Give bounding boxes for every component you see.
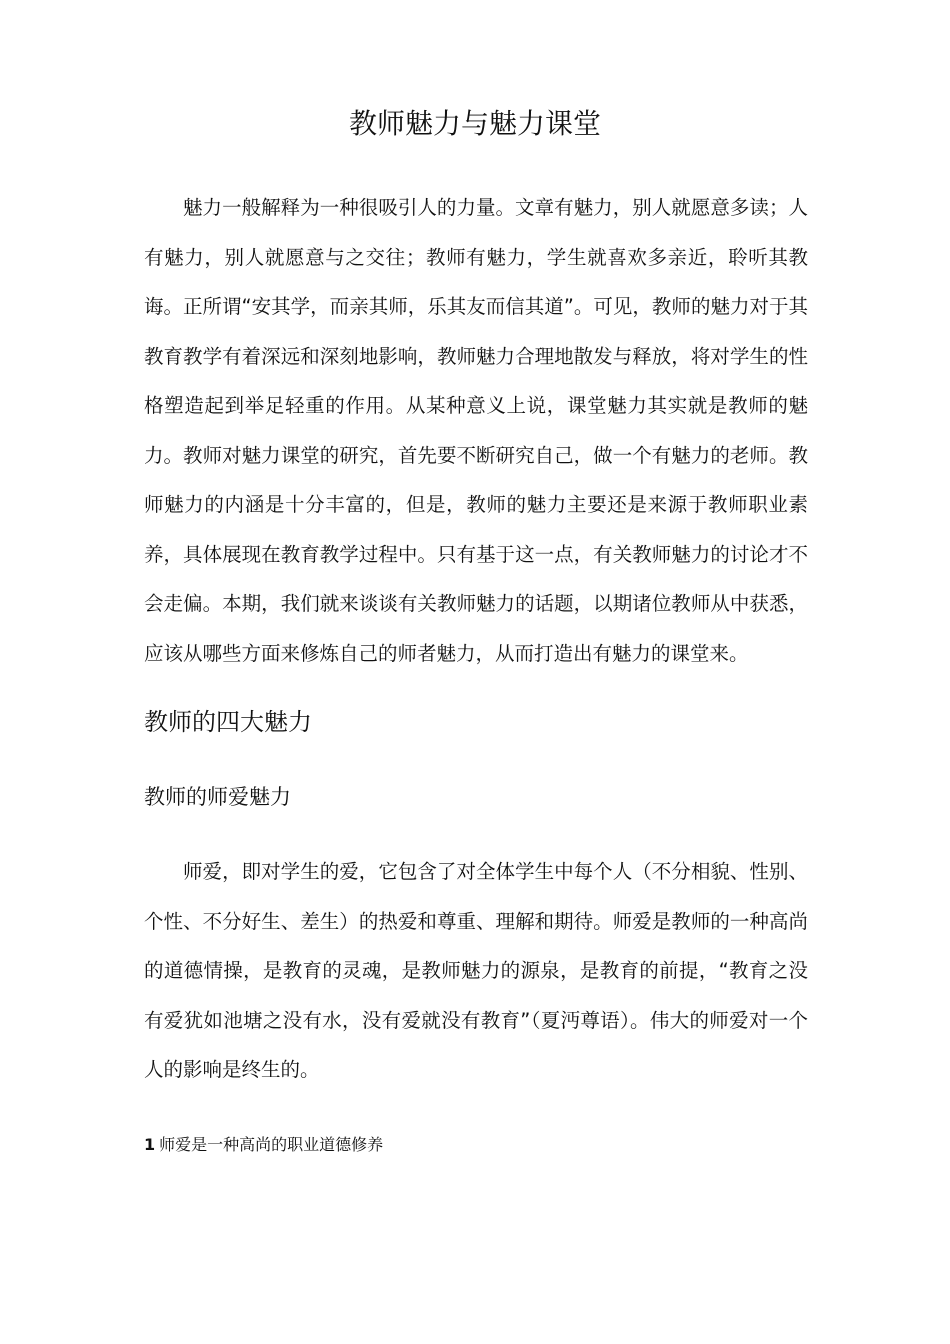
item-text: 师爱是一种高尚的职业道德修养 bbox=[159, 1135, 384, 1154]
intro-paragraph: 魅力一般解释为一种很吸引人的力量。文章有魅力，别人就愿意多读；人有魅力，别人就愿意与之交往；教师有魅力，学生就喜欢多亲近，聆听其教诲。正所谓“安其学，而亲其师，乐其友而信其道”。可见，教师的魅力对于其教育教学有着深远和深刻地影响，教师魅力合理地散发与释放，将对学生的性格塑造起到举足轻重的作用。从某种意义上说，课堂魅力其实就是教师的魅力。教师对魅力课堂的研究，首先要不断研究自己，做一个有魅力的老师。教师魅力的内涵是十分丰富的，但是，教师的魅力主要还是来源于教师职业素养，具体展现在教育教学过程中。只有基于这一点，有关教师魅力的讨论才不会走偏。本期，我们就来谈谈有关教师魅力的话题，以期诸位教师从中获悉，应该从哪些方面来修炼自己的师者魅力，从而打造出有魅力的课堂来。 bbox=[144, 196, 808, 665]
numbered-item bbox=[144, 1133, 383, 1157]
document-title: 教师魅力与魅力课堂 bbox=[348, 107, 601, 140]
subsection-heading: 教师的师爱魅力 bbox=[144, 785, 291, 809]
item-number: 1 bbox=[144, 1135, 156, 1154]
teacher-love-paragraph: 师爱，即对学生的爱，它包含了对全体学生中每个人（不分相貌、性别、个性、不分好生、差生）的热爱和尊重、理解和期待。师爱是教师的一种高尚的道德情操，是教育的灵魂，是教师魅力的源泉，是教育的前提，“教育之没有爱犹如池塘之没有水，没有爱就没有教育”（夏沔尊语）。伟大的师爱对一个人的影响是终生的。 bbox=[144, 860, 808, 1081]
section-heading: 教师的四大魅力 bbox=[144, 708, 312, 736]
